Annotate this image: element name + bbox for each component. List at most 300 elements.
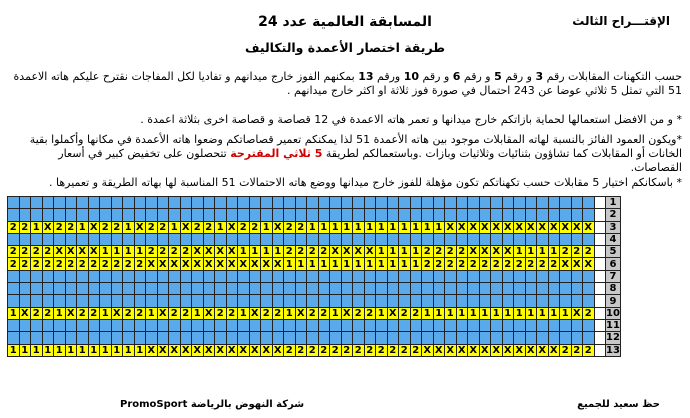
grid-cell — [249, 270, 261, 282]
grid-cell — [560, 270, 572, 282]
grid-cell — [364, 319, 376, 331]
grid-cell: 2 — [537, 258, 549, 270]
grid-cell — [8, 295, 20, 307]
grid-cell — [514, 197, 526, 209]
grid-cell — [215, 209, 227, 221]
grid-cell — [330, 332, 342, 344]
grid-cell: 1 — [318, 221, 330, 233]
grid-cell — [238, 270, 250, 282]
grid-cell: X — [549, 344, 558, 356]
grid-cell: X — [457, 344, 466, 356]
grid-cell: 2 — [491, 258, 503, 270]
grid-cell — [111, 295, 123, 307]
grid-cell — [376, 295, 388, 307]
grid-cell — [422, 270, 434, 282]
grid-cell — [548, 209, 560, 221]
grid-cell — [399, 319, 411, 331]
grid-cell: 1 — [100, 344, 112, 356]
grid-cell — [19, 209, 31, 221]
grid-cell: X — [89, 221, 98, 233]
grid-cell — [134, 332, 146, 344]
grid-cell — [525, 295, 537, 307]
grid-cell: 1 — [238, 307, 250, 319]
grid-cell — [502, 233, 514, 245]
grid-cell — [560, 197, 572, 209]
grid-cell: X — [572, 258, 581, 270]
grid-cell — [215, 233, 227, 245]
grid-cell — [100, 332, 112, 344]
grid-cell — [77, 283, 89, 295]
grid-cell: 2 — [169, 246, 181, 258]
grid-cell — [226, 295, 238, 307]
grid-cell — [8, 332, 20, 344]
grid-cell: 1 — [295, 258, 307, 270]
grid-cell — [180, 209, 192, 221]
grid-cell: 2 — [307, 307, 319, 319]
grid-cell — [456, 197, 468, 209]
grid-cell — [134, 295, 146, 307]
grid-cell — [583, 295, 595, 307]
grid-cell: 2 — [203, 221, 215, 233]
grid-cell — [8, 283, 20, 295]
grid-cell — [295, 283, 307, 295]
grid-cell — [261, 283, 273, 295]
grid-cell: 2 — [284, 221, 296, 233]
grid-cell — [353, 319, 365, 331]
grid-cell: X — [538, 344, 547, 356]
grid-cell — [31, 332, 43, 344]
grid-cell — [192, 319, 204, 331]
grid-cell — [226, 197, 238, 209]
grid-cell — [422, 197, 434, 209]
grid-cell — [19, 319, 31, 331]
grid-cell — [226, 209, 238, 221]
row-number: 5 — [606, 246, 621, 258]
grid-cell: X — [273, 344, 282, 356]
grid-cell — [537, 233, 549, 245]
row-number: 8 — [606, 283, 621, 295]
grid-cell — [433, 319, 445, 331]
grid-cell — [445, 295, 457, 307]
grid-cell: 2 — [8, 258, 20, 270]
grid-cell: 1 — [284, 307, 296, 319]
grid-cell: 1 — [19, 344, 31, 356]
footer-wish: حظ سعيد للجميع — [577, 399, 660, 410]
grid-cell — [77, 270, 89, 282]
paragraph-choice: * باسكانكم اختيار 5 مقابلات حسب تكهناتكم تكون مؤهلة للفوز خارج ميدانها ووضع هاته الاحتمالات 51 المناسبة لها بهاته الطريقة و تعميرها . — [48, 176, 682, 189]
grid-cell — [134, 283, 146, 295]
grid-cell: X — [43, 221, 52, 233]
grid-cell — [42, 332, 54, 344]
grid-cell: 2 — [318, 246, 330, 258]
grid-cell: 2 — [42, 258, 54, 270]
grid-cell: 1 — [376, 221, 388, 233]
grid-cell: 2 — [295, 344, 307, 356]
grid-cell — [353, 295, 365, 307]
grid-cell — [583, 270, 595, 282]
grid-cell: X — [216, 344, 225, 356]
grid-cell: X — [365, 246, 374, 258]
grid-cell — [65, 209, 77, 221]
grid-cell — [249, 233, 261, 245]
grid-row — [8, 319, 621, 331]
grid-cell — [571, 295, 583, 307]
grid-cell — [479, 332, 491, 344]
grid-separator — [594, 233, 606, 245]
grid-cell: 2 — [571, 344, 583, 356]
grid-cell — [19, 283, 31, 295]
grid-cell — [42, 319, 54, 331]
grid-cell: X — [170, 258, 179, 270]
grid-cell: 2 — [19, 246, 31, 258]
grid-cell — [330, 295, 342, 307]
grid-cell: 2 — [295, 246, 307, 258]
grid-cell: X — [503, 246, 512, 258]
grid-cell: 2 — [238, 221, 250, 233]
grid-cell — [54, 319, 66, 331]
grid-cell — [376, 233, 388, 245]
grid-cell — [54, 233, 66, 245]
grid-cell — [456, 233, 468, 245]
grid-cell: 1 — [31, 344, 43, 356]
grid-cell: X — [549, 221, 558, 233]
grid-cell: 1 — [77, 344, 89, 356]
row-number: 10 — [606, 307, 620, 319]
grid-cell — [146, 209, 158, 221]
grid-cell: 1 — [100, 307, 112, 319]
grid-cell — [433, 197, 445, 209]
grid-cell — [42, 233, 54, 245]
prediction-grid — [7, 196, 621, 357]
grid-cell — [583, 319, 595, 331]
footer-company-en: PromoSport — [120, 399, 188, 410]
grid-cell: 1 — [192, 307, 204, 319]
grid-cell: X — [55, 246, 64, 258]
grid-cell — [238, 283, 250, 295]
grid-cell — [445, 332, 457, 344]
grid-cell — [468, 319, 480, 331]
match-5: 5 — [494, 70, 502, 83]
grid-cell — [537, 295, 549, 307]
grid-cell — [77, 197, 89, 209]
grid-cell — [123, 332, 135, 344]
grid-cell: 1 — [261, 246, 273, 258]
grid-cell: X — [561, 258, 570, 270]
grid-cell — [479, 197, 491, 209]
row-number: 12 — [606, 332, 620, 344]
grid-cell: X — [204, 258, 213, 270]
grid-cell: 2 — [284, 246, 296, 258]
grid-cell: 1 — [560, 307, 572, 319]
grid-cell — [203, 319, 215, 331]
grid-cell: X — [112, 307, 121, 319]
match-10: 10 — [403, 70, 420, 83]
grid-cell — [295, 209, 307, 221]
grid-cell — [548, 233, 560, 245]
intro-text-f: بمكنهم الفوز خارج ميدانهم و تفاديا لكل المفاجات نقترح عليكم هاته الاعمدة 51 التي تمثل 5 ثلاثي عوضا عن 243 احتمال في صورة فوز ثلاثة او اكثر خارج ميدانهم . — [13, 70, 682, 97]
grid-cell — [364, 332, 376, 344]
paragraph-advice: * و من الافضل استعمالها لحماية بازاتكم خارج ميدانها و تعمر هاته الاعمدة في 12 قصاصة و قصاصة اخرى بثلاثة اعمدة . — [140, 113, 682, 126]
grid-cell — [318, 233, 330, 245]
grid-cell — [226, 319, 238, 331]
grid-cell — [272, 283, 284, 295]
grid-cell — [399, 295, 411, 307]
grid-cell — [525, 332, 537, 344]
grid-cell — [364, 283, 376, 295]
intro-text-b: و رقم — [501, 70, 536, 83]
grid-cell — [445, 283, 457, 295]
grid-cell — [560, 283, 572, 295]
grid-cell — [284, 319, 296, 331]
grid-cell — [560, 233, 572, 245]
grid-cell: X — [181, 344, 190, 356]
grid-cell — [479, 209, 491, 221]
grid-cell — [134, 197, 146, 209]
grid-cell: 1 — [307, 258, 319, 270]
grid-cell — [525, 197, 537, 209]
grid-cell: 1 — [111, 344, 123, 356]
grid-cell: 2 — [31, 246, 43, 258]
grid-cell — [571, 209, 583, 221]
grid-cell — [560, 209, 572, 221]
grid-cell — [284, 295, 296, 307]
grid-cell — [514, 319, 526, 331]
grid-cell — [249, 319, 261, 331]
grid-cell — [180, 295, 192, 307]
grid-cell — [525, 283, 537, 295]
grid-cell: 1 — [249, 246, 261, 258]
grid-cell — [111, 332, 123, 344]
grid-cell — [410, 295, 422, 307]
grid-cell: 1 — [376, 258, 388, 270]
grid-cell — [468, 332, 480, 344]
grid-cell: 2 — [525, 258, 537, 270]
grid-row — [8, 258, 621, 270]
grid-cell — [295, 233, 307, 245]
grid-cell — [88, 233, 100, 245]
grid-cell — [284, 233, 296, 245]
grid-cell — [146, 295, 158, 307]
grid-cell: X — [331, 246, 340, 258]
grid-cell: X — [239, 344, 248, 356]
grid-cell — [8, 209, 20, 221]
row-number: 1 — [606, 197, 621, 209]
grid-cell — [88, 209, 100, 221]
grid-cell: X — [273, 258, 282, 270]
grid-cell: 2 — [19, 221, 31, 233]
grid-cell — [307, 319, 319, 331]
grid-cell — [169, 332, 181, 344]
grid-cell — [123, 295, 135, 307]
grid-cell: 1 — [422, 307, 434, 319]
grid-cell: 2 — [111, 258, 123, 270]
grid-cell — [192, 197, 204, 209]
grid-cell — [272, 319, 284, 331]
grid-cell — [353, 233, 365, 245]
grid-cell — [111, 319, 123, 331]
grid-cell: X — [273, 221, 282, 233]
grid-separator — [594, 246, 606, 258]
grid-cell — [491, 209, 503, 221]
grid-cell: 1 — [330, 221, 342, 233]
grid-cell: 1 — [42, 344, 54, 356]
grid-cell — [157, 295, 169, 307]
grid-cell: X — [480, 246, 489, 258]
grid-cell: X — [446, 221, 455, 233]
grid-cell — [215, 319, 227, 331]
grid-cell: 1 — [537, 307, 549, 319]
grid-cell — [169, 283, 181, 295]
grid-row — [8, 270, 621, 282]
grid-cell — [583, 209, 595, 221]
grid-cell: X — [572, 221, 581, 233]
grid-cell: 1 — [134, 344, 146, 356]
grid-cell — [134, 209, 146, 221]
grid-cell — [226, 283, 238, 295]
grid-cell — [502, 197, 514, 209]
proposal-label: الإقتـــراح الثالث — [572, 14, 670, 28]
intro-text-e: ورقم — [373, 70, 404, 83]
grid-cell: X — [480, 221, 489, 233]
grid-cell — [19, 270, 31, 282]
grid-cell — [31, 209, 43, 221]
grid-cell — [364, 233, 376, 245]
grid-row — [8, 233, 621, 245]
grid-cell — [272, 270, 284, 282]
grid-cell: X — [561, 221, 570, 233]
grid-cell — [77, 209, 89, 221]
grid-row — [8, 221, 621, 233]
grid-separator — [594, 344, 606, 356]
grid-cell — [502, 319, 514, 331]
grid-cell: X — [526, 221, 535, 233]
grid-cell — [364, 209, 376, 221]
grid-cell: 2 — [445, 246, 457, 258]
grid-cell: X — [469, 246, 478, 258]
grid-cell: X — [20, 307, 29, 319]
grid-cell: 1 — [387, 221, 399, 233]
grid-cell: 1 — [123, 246, 135, 258]
grid-cell — [8, 319, 20, 331]
grid-cell: 1 — [479, 307, 491, 319]
grid-cell — [146, 270, 158, 282]
grid-cell: 1 — [433, 307, 445, 319]
grid-cell: 1 — [353, 221, 365, 233]
grid-cell — [100, 270, 112, 282]
grid-cell — [77, 332, 89, 344]
grid-cell: 2 — [353, 307, 365, 319]
grid-cell — [537, 319, 549, 331]
grid-cell — [65, 332, 77, 344]
grid-cell: 1 — [399, 246, 411, 258]
grid-cell — [272, 295, 284, 307]
grid-cell: 1 — [410, 246, 422, 258]
grid-cell: 2 — [318, 307, 330, 319]
grid-cell — [548, 295, 560, 307]
grid-cell — [410, 233, 422, 245]
grid-cell — [548, 283, 560, 295]
grid-cell — [410, 209, 422, 221]
grid-cell: 2 — [502, 258, 514, 270]
row-number: 9 — [606, 295, 621, 307]
grid-cell — [433, 332, 445, 344]
grid-cell: 1 — [54, 307, 66, 319]
grid-cell: 2 — [307, 246, 319, 258]
grid-cell: 1 — [123, 344, 135, 356]
row-number: 3 — [606, 221, 621, 233]
grid-cell — [376, 209, 388, 221]
grid-cell: 2 — [479, 258, 491, 270]
grid-cell: 1 — [537, 246, 549, 258]
grid-separator — [594, 221, 606, 233]
grid-cell — [330, 270, 342, 282]
grid-cell — [410, 270, 422, 282]
grid-cell — [479, 233, 491, 245]
grid-cell: 2 — [583, 246, 595, 258]
grid-cell — [284, 283, 296, 295]
grid-cell — [341, 270, 353, 282]
grid-cell — [238, 197, 250, 209]
grid-cell — [54, 209, 66, 221]
grid-cell: 1 — [364, 221, 376, 233]
grid-cell — [238, 209, 250, 221]
grid-cell — [203, 209, 215, 221]
grid-cell — [456, 270, 468, 282]
grid-cell: 2 — [77, 307, 89, 319]
grid-cell: 1 — [134, 246, 146, 258]
grid-cell: 2 — [307, 344, 319, 356]
grid-cell — [249, 295, 261, 307]
grid-cell: 2 — [548, 258, 560, 270]
grid-cell: 2 — [364, 307, 376, 319]
grid-cell: X — [515, 344, 524, 356]
grid-cell: 1 — [433, 221, 445, 233]
grid-cell — [169, 270, 181, 282]
grid-cell — [54, 283, 66, 295]
grid-cell: 1 — [525, 246, 537, 258]
grid-cell: X — [216, 258, 225, 270]
grid-cell: 2 — [514, 258, 526, 270]
grid-cell: X — [181, 258, 190, 270]
grid-cell — [514, 295, 526, 307]
grid-cell — [376, 197, 388, 209]
grid-cell — [514, 233, 526, 245]
grid-cell: 1 — [548, 307, 560, 319]
grid-cell: 2 — [433, 246, 445, 258]
grid-cell — [318, 197, 330, 209]
grid-cell — [456, 332, 468, 344]
grid-cell — [284, 270, 296, 282]
grid-cell: X — [204, 246, 213, 258]
grid-cell — [445, 233, 457, 245]
grid-cell: 2 — [330, 344, 342, 356]
grid-cell: X — [227, 258, 236, 270]
grid-separator — [594, 332, 606, 344]
grid-cell — [410, 283, 422, 295]
grid-cell: 2 — [387, 344, 399, 356]
grid-cell: 2 — [134, 307, 146, 319]
grid-cell — [341, 332, 353, 344]
grid-cell — [525, 319, 537, 331]
grid-cell — [433, 209, 445, 221]
grid-cell — [123, 319, 135, 331]
grid-separator — [594, 258, 606, 270]
grid-cell — [491, 197, 503, 209]
intro-text-c: و رقم — [460, 70, 495, 83]
grid-cell: 1 — [238, 246, 250, 258]
grid-cell: 1 — [318, 258, 330, 270]
grid-cell — [341, 209, 353, 221]
